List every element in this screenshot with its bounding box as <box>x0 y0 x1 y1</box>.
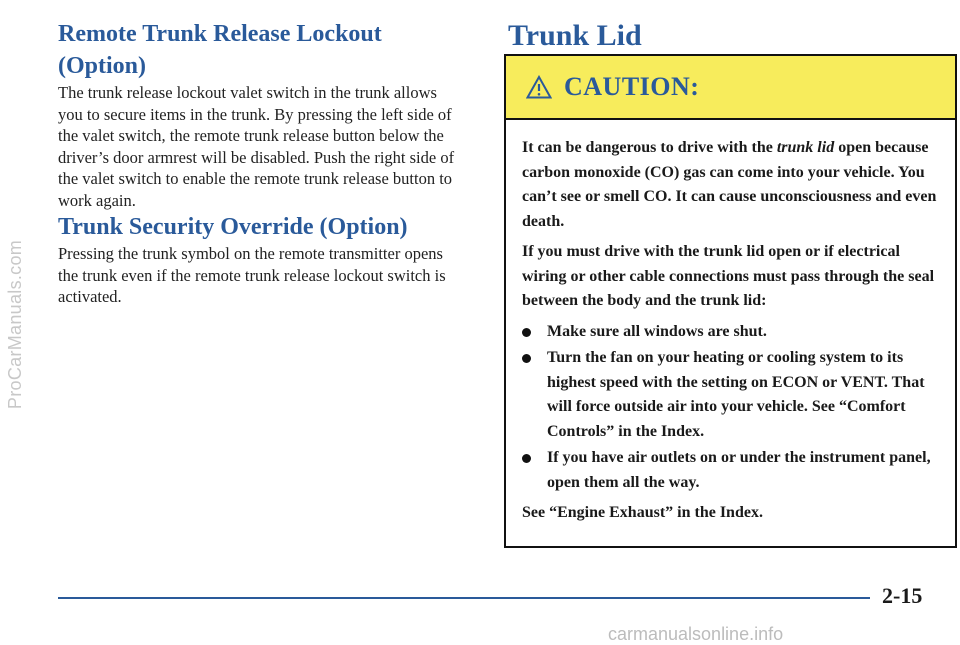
remote-trunk-release-body: The trunk release lockout valet switch in the trunk allows you to secure items in the trunk. By pressing the left side of the valet switch, the remote trunk release button below the driver’s door armrest will be disabled. Push the right side of the valet switch to enable the remote trunk release button to work again. <box>58 83 455 210</box>
trunk-security-override-body: Pressing the trunk symbol on the remote transmitter opens the trunk even if the remote trunk release lockout switch is activated. <box>58 244 446 306</box>
caution-paragraph-open-lid: If you must drive with the trunk lid open or if electrical wiring or other cable connections must pass through the seal between the body and the trunk lid: <box>522 243 935 309</box>
bullet-dot-icon <box>522 328 531 337</box>
trunk-lid-heading: Trunk Lid <box>508 19 642 52</box>
side-watermark <box>4 12 28 637</box>
caution-closing-reference: See “Engine Exhaust” in the Index. <box>522 504 763 521</box>
page-number: 2-15 <box>882 583 923 608</box>
caution-title: CAUTION: <box>564 72 700 101</box>
caution-body <box>506 120 955 546</box>
footer-rule <box>58 597 870 599</box>
remote-trunk-release-heading: Remote Trunk Release Lockout (Option) <box>58 21 382 79</box>
caution-bullet-text: If you have air outlets on or under the instrument panel, open them all the way. <box>547 449 931 491</box>
left-column <box>58 18 458 308</box>
caution-paragraph-co-part2: open because carbon monoxide (CO) gas can come into your vehicle. You can’t see or smell CO. It can cause unconsciousness and even death. <box>522 139 937 230</box>
caution-bullet-item <box>522 346 939 444</box>
side-watermark-text: ProCarManuals.com <box>5 239 26 410</box>
caution-bullet-item <box>522 446 939 495</box>
trunk-security-override-heading: Trunk Security Override (Option) <box>58 214 408 240</box>
right-column <box>508 18 937 548</box>
bottom-watermark: carmanualsonline.info <box>608 624 784 644</box>
bullet-dot-icon <box>522 354 531 363</box>
caution-bullet-text: Make sure all windows are shut. <box>547 322 767 340</box>
bullet-dot-icon <box>522 454 531 463</box>
warning-triangle-icon <box>526 75 552 99</box>
caution-box <box>504 54 957 548</box>
caution-header <box>506 56 955 120</box>
caution-paragraph-co-part1: It can be dangerous to drive with the <box>522 139 777 156</box>
caution-paragraph-co-italic: trunk lid <box>776 139 835 156</box>
caution-bullet-text: Turn the fan on your heating or cooling system to its highest speed with the setting on ECON or VENT. That will force outside air into your vehicle. See “Comfort Controls” in the Index. <box>547 349 925 440</box>
caution-bullet-list <box>522 320 939 496</box>
caution-paragraph-co <box>522 136 939 234</box>
caution-bullet-item <box>522 320 939 345</box>
